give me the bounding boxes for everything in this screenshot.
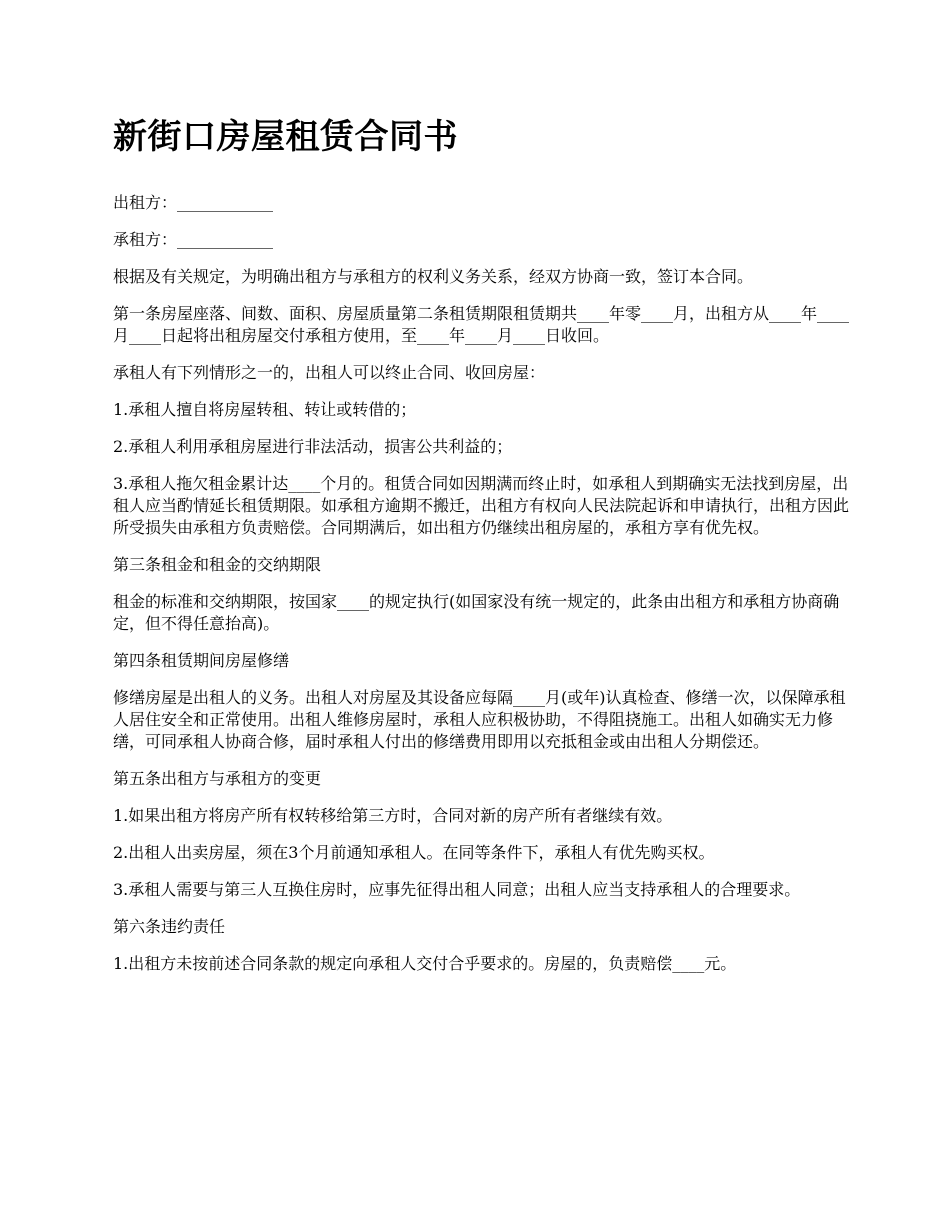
article-3-heading: 第三条租金和租金的交纳期限 [113, 555, 322, 574]
article-6-item-1: 1.出租方未按前述合同条款的规定向承租人交付合乎要求的。房屋的，负责赔偿____元。 [113, 954, 737, 973]
article-4-heading: 第四条租赁期间房屋修缮 [113, 651, 290, 670]
document-title: 新街口房屋租赁合同书 [113, 117, 458, 157]
article-1-2-paragraph: 第一条房屋座落、间数、面积、房屋质量第二条租赁期限租赁期共____年零____月，出租方从____年____月____日起将出租房屋交付承租方使用，至____年____月____日收回。 [113, 304, 850, 345]
article-5-item-2: 2.出租人出卖房屋，须在3个月前通知承租人。在同等条件下，承租人有优先购买权。 [113, 843, 715, 862]
lessee-line: 承租方：____________ [113, 230, 274, 249]
article-6-heading: 第六条违约责任 [113, 917, 226, 936]
termination-item-2: 2.承租人利用承租房屋进行非法活动，损害公共利益的； [113, 437, 513, 456]
article-5-item-1: 1.如果出租方将房产所有权转移给第三方时，合同对新的房产所有者继续有效。 [113, 806, 673, 825]
article-3-paragraph: 租金的标准和交纳期限，按国家____的规定执行(如国家没有统一规定的，此条由出租方和承租方协商确定，但不得任意抬高)。 [113, 592, 840, 633]
article-5-item-3: 3.承租人需要与第三人互换住房时，应事先征得出租人同意；出租人应当支持承租人的合理要求。 [113, 880, 801, 899]
termination-intro-paragraph: 承租人有下列情形之一的，出租人可以终止合同、收回房屋： [113, 363, 546, 382]
termination-item-3: 3.承租人拖欠租金累计达____个月的。租赁合同如因期满而终止时，如承租人到期确实无法找到房屋，出租人应当酌情延长租赁期限。如承租方逾期不搬迁，出租方有权向人民法院起诉和申请执行，出租方因此所受损失由承租方负责赔偿。合同期满后，如出租方仍继续出租房屋的，承租方享有优先权。 [113, 474, 850, 537]
article-5-heading: 第五条出租方与承租方的变更 [113, 769, 322, 788]
article-4-paragraph: 修缮房屋是出租人的义务。出租人对房屋及其设备应每隔____月(或年)认真检查、修缮一次，以保障承租人居住安全和正常使用。出租人维修房屋时，承租人应积极协助，不得阻挠施工。出租人如确实无力修缮，可同承租人协商合修，届时承租人付出的修缮费用即用以充抵租金或由出租人分期偿还。 [113, 688, 846, 751]
termination-item-1: 1.承租人擅自将房屋转租、转让或转借的； [113, 400, 417, 419]
lessor-line: 出租方：____________ [113, 193, 274, 212]
preamble-paragraph: 根据及有关规定，为明确出租方与承租方的权利义务关系，经双方协商一致，签订本合同。 [113, 267, 754, 286]
